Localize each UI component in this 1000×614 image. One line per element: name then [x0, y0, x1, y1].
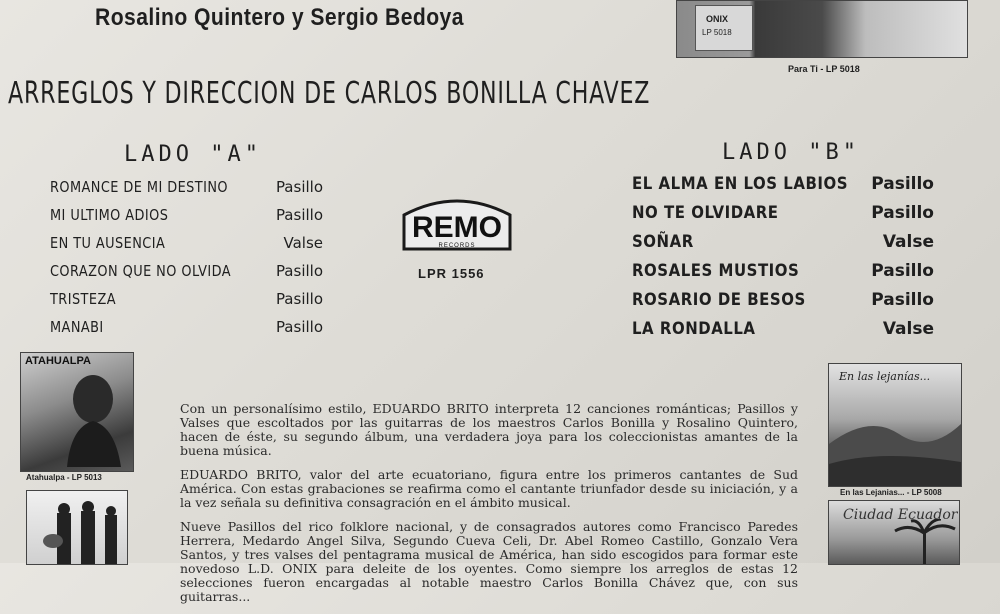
side-b-track-title: NO TE OLVIDARE	[632, 203, 779, 223]
palm-tree-icon	[889, 519, 959, 564]
side-b-track-title: ROSARIO DE BESOS	[632, 290, 806, 310]
side-a-track-title: MI ULTIMO ADIOS	[50, 206, 169, 224]
logo-brand: REMO	[412, 211, 502, 244]
side-a-track-title: CORAZON QUE NO OLVIDA	[50, 262, 232, 280]
musicians-photo-icon	[27, 491, 127, 564]
thumbnail-ciudad-ecuador	[828, 500, 960, 565]
thumbnail-caption-lejanias: En las Lejanias... - LP 5008	[840, 488, 942, 497]
arrangement-credit: ARREGLOS Y DIRECCION DE CARLOS BONILLA CHAVEZ	[8, 76, 651, 111]
side-a-track-genre: Pasillo	[275, 290, 323, 308]
thumbnail-code: LP 5018	[702, 28, 732, 37]
side-a-track-genre: Pasillo	[275, 318, 323, 336]
thumbnail-caption-para-ti: Para Ti - LP 5018	[788, 64, 860, 74]
side-b-track-genre: Pasillo	[871, 203, 934, 223]
side-b-track-genre: Pasillo	[871, 174, 934, 194]
landscape-icon	[829, 404, 961, 486]
side-a-track-genre: Pasillo	[275, 178, 323, 196]
remo-logo-icon	[398, 193, 516, 261]
side-a-title: LADO "A"	[124, 142, 262, 167]
catalog-code: LPR 1556	[418, 266, 485, 281]
liner-notes	[180, 402, 798, 614]
side-b-track-genre: Pasillo	[871, 261, 934, 281]
thumbnail-group-photo	[26, 490, 128, 565]
side-b-track-title: SOÑAR	[632, 232, 694, 252]
thumbnail-atahualpa-label: ATAHUALPA	[25, 355, 91, 367]
side-b-track-genre: Valse	[882, 232, 934, 252]
side-a-track-title: EN TU AUSENCIA	[50, 234, 166, 252]
thumbnail-en-las-lejanias	[828, 363, 962, 487]
side-a-track-title: MANABI	[50, 318, 104, 336]
liner-notes-paragraph-3: Nueve Pasillos del rico folklore nacional, y de consagrados autores como Francisco Paredes Herrera, Medardo Angel Silva, Segundo Cueva Celi, Dr. Abel Romeo Castillo, Gonzalo Vera Santos, y tres valses del pentagrama musical de América, han sido escogidos para formar este novedoso L.D. ONIX para deleite de los oyentes. Como siempre los arreglos de estas 12 selecciones fueron encargadas al notable maestro Carlos Bonilla Chávez que, con sus guitarras...	[180, 519, 798, 604]
side-b-title: LADO "B"	[722, 140, 860, 165]
portrait-figure-icon	[61, 371, 125, 467]
side-a-track-genre: Pasillo	[275, 206, 323, 224]
thumbnail-caption-atahualpa: Atahualpa - LP 5013	[26, 473, 102, 482]
liner-notes-paragraph-1: Con un personalísimo estilo, EDUARDO BRITO interpreta 12 canciones románticas; Pasillos y Valses que escoltados por las guitarras de los maestros Carlos Bonilla y Rosalino Quintero, hacen de éste, su segundo álbum, una verdadera joya para los coleccionistas amantes de la buena música.	[180, 401, 798, 458]
side-a-track-genre: Pasillo	[275, 262, 323, 280]
side-b-track-title: ROSALES MUSTIOS	[632, 261, 800, 281]
liner-notes-paragraph-2: EDUARDO BRITO, valor del arte ecuatoriano, figura entre los primeros cantantes de Sud América. Con estas grabaciones se reafirma como el cantante triunfador desde su iniciación, y a la vez señala su definitiva consagración en el ámbito musical.	[180, 467, 798, 510]
thumbnail-label-card	[695, 5, 753, 51]
side-a-track-genre: Valse	[283, 234, 323, 252]
thumbnail-lejanias-label: En las lejanías...	[839, 370, 931, 383]
thumbnail-atahualpa	[20, 352, 134, 472]
side-b-track-title: EL ALMA EN LOS LABIOS	[632, 174, 849, 194]
thumbnail-para-ti	[676, 0, 968, 58]
thumbnail-brand: ONIX	[706, 14, 729, 24]
remo-logo	[398, 193, 516, 261]
side-b-track-genre: Valse	[882, 319, 934, 339]
side-a-track-title: ROMANCE DE MI DESTINO	[50, 178, 228, 196]
credits-line: Rosalino Quintero y Sergio Bedoya	[95, 4, 464, 31]
thumbnail-ciudad-label: Ciudad Ecuador	[843, 507, 958, 523]
side-a-track-title: TRISTEZA	[50, 290, 116, 308]
side-b-track-title: LA RONDALLA	[632, 319, 756, 339]
side-b-track-genre: Pasillo	[871, 290, 934, 310]
logo-sub: RECORDS	[438, 243, 476, 249]
